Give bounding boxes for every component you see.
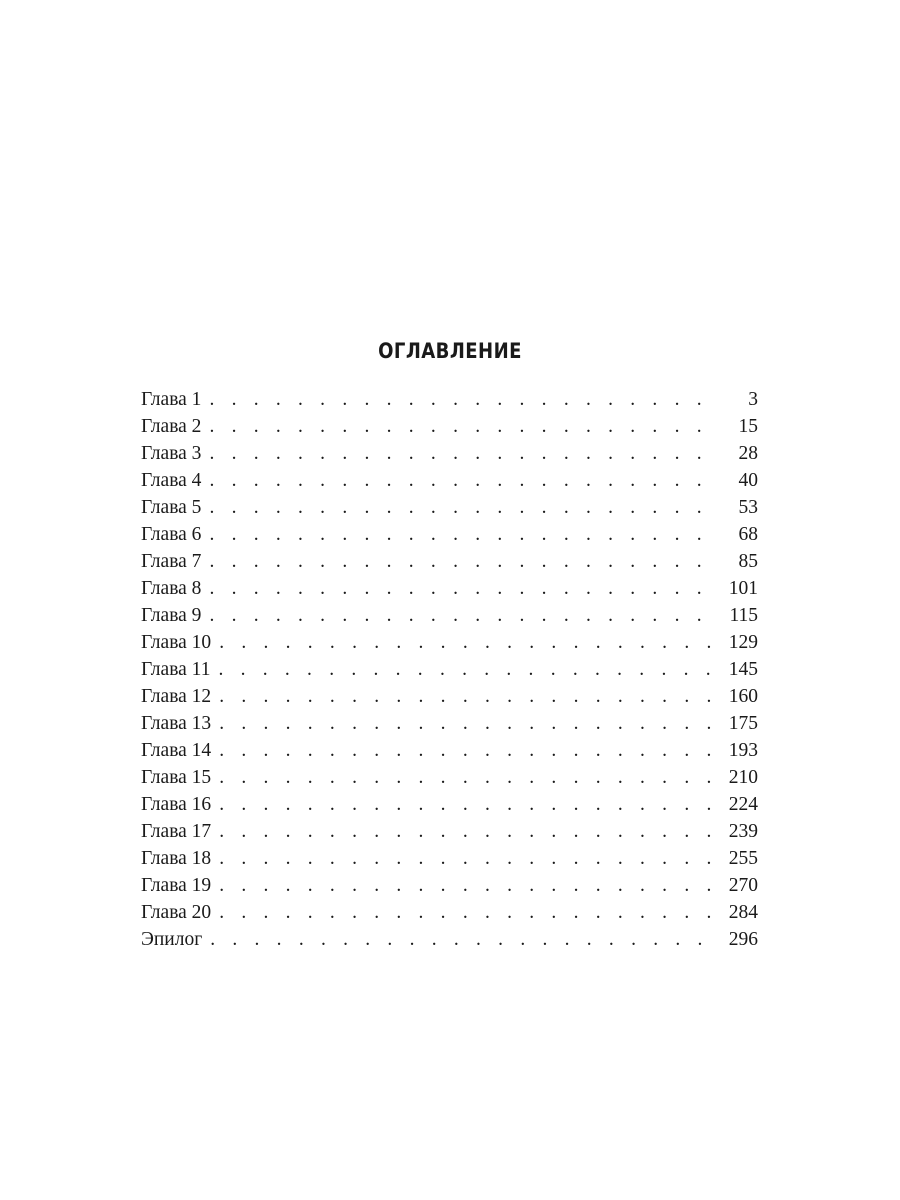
toc-entry[interactable] bbox=[141, 548, 758, 575]
toc-entry[interactable] bbox=[141, 683, 758, 710]
toc-dot-leader bbox=[209, 575, 716, 602]
toc-entry-label: Глава 19 bbox=[141, 875, 212, 896]
toc-entry[interactable] bbox=[141, 386, 758, 413]
toc-dot-leader bbox=[210, 926, 716, 953]
toc-dot-leader bbox=[209, 602, 716, 629]
toc-entry-label: Глава 18 bbox=[141, 848, 212, 869]
toc-entry-page: 53 bbox=[738, 497, 758, 518]
toc-entry-label: Глава 10 bbox=[141, 632, 212, 653]
toc-entry-page: 284 bbox=[728, 902, 758, 923]
toc-entry-label: Глава 9 bbox=[141, 605, 202, 626]
toc-entry[interactable] bbox=[141, 764, 758, 791]
toc-entry[interactable] bbox=[141, 521, 758, 548]
toc-dot-leader bbox=[219, 737, 716, 764]
toc-entry[interactable] bbox=[141, 710, 758, 737]
toc-entry-page: 255 bbox=[728, 848, 758, 869]
toc-dot-leader bbox=[219, 710, 716, 737]
toc-entry-page: 160 bbox=[728, 686, 758, 707]
toc-entry[interactable] bbox=[141, 602, 758, 629]
toc-entry-page: 129 bbox=[728, 632, 758, 653]
toc-entry[interactable] bbox=[141, 845, 758, 872]
toc-entry-page: 145 bbox=[728, 659, 758, 680]
toc-dot-leader bbox=[219, 845, 716, 872]
toc-entry-label: Глава 14 bbox=[141, 740, 212, 761]
toc-entry-page: 68 bbox=[738, 524, 758, 545]
toc-entry[interactable] bbox=[141, 656, 758, 683]
toc-entry-page: 15 bbox=[738, 416, 758, 437]
toc-entry[interactable] bbox=[141, 467, 758, 494]
toc-entry[interactable] bbox=[141, 494, 758, 521]
toc-entry[interactable] bbox=[141, 575, 758, 602]
toc-entry-label: Глава 17 bbox=[141, 821, 212, 842]
toc-entry-label: Эпилог bbox=[141, 929, 203, 950]
toc-entry[interactable] bbox=[141, 791, 758, 818]
toc-entry-label: Глава 16 bbox=[141, 794, 212, 815]
toc-list bbox=[141, 386, 758, 953]
toc-entry-label: Глава 6 bbox=[141, 524, 202, 545]
toc-entry-page: 270 bbox=[728, 875, 758, 896]
toc-entry-page: 40 bbox=[738, 470, 758, 491]
toc-entry[interactable] bbox=[141, 872, 758, 899]
toc-entry-epilogue[interactable] bbox=[141, 926, 758, 953]
toc-entry-page: 210 bbox=[728, 767, 758, 788]
toc-title: ОГЛАВЛЕНИЕ bbox=[378, 339, 522, 363]
toc-entry-label: Глава 1 bbox=[141, 389, 202, 410]
toc-entry-page: 296 bbox=[728, 929, 758, 950]
toc-entry[interactable] bbox=[141, 629, 758, 656]
toc-entry-label: Глава 7 bbox=[141, 551, 202, 572]
toc-entry-page: 193 bbox=[728, 740, 758, 761]
toc-entry-page: 239 bbox=[728, 821, 758, 842]
toc-entry-page: 28 bbox=[738, 443, 758, 464]
toc-entry-label: Глава 12 bbox=[141, 686, 212, 707]
toc-entry[interactable] bbox=[141, 413, 758, 440]
toc-dot-leader bbox=[219, 629, 716, 656]
toc-entry-page: 224 bbox=[728, 794, 758, 815]
toc-entry-label: Глава 4 bbox=[141, 470, 202, 491]
toc-dot-leader bbox=[209, 548, 716, 575]
toc-dot-leader bbox=[219, 899, 716, 926]
toc-entry-page: 101 bbox=[728, 578, 758, 599]
toc-dot-leader bbox=[209, 413, 716, 440]
toc-dot-leader bbox=[219, 791, 716, 818]
toc-entry-label: Глава 20 bbox=[141, 902, 212, 923]
toc-entry-page: 115 bbox=[729, 605, 758, 626]
toc-dot-leader bbox=[209, 494, 716, 521]
toc-entry-label: Глава 3 bbox=[141, 443, 202, 464]
toc-dot-leader bbox=[219, 764, 716, 791]
toc-dot-leader bbox=[209, 521, 716, 548]
toc-dot-leader bbox=[218, 656, 716, 683]
toc-entry-label: Глава 15 bbox=[141, 767, 212, 788]
toc-entry-label: Глава 11 bbox=[141, 659, 211, 680]
toc-dot-leader bbox=[209, 467, 716, 494]
toc-dot-leader bbox=[219, 683, 716, 710]
toc-dot-leader bbox=[219, 872, 716, 899]
toc-entry-label: Глава 8 bbox=[141, 578, 202, 599]
toc-entry-label: Глава 2 bbox=[141, 416, 202, 437]
toc-dot-leader bbox=[219, 818, 716, 845]
toc-entry[interactable] bbox=[141, 899, 758, 926]
toc-entry[interactable] bbox=[141, 440, 758, 467]
toc-entry-page: 85 bbox=[738, 551, 758, 572]
toc-entry[interactable] bbox=[141, 818, 758, 845]
toc-entry-page: 175 bbox=[728, 713, 758, 734]
toc-entry-page: 3 bbox=[748, 389, 758, 410]
toc-entry-label: Глава 13 bbox=[141, 713, 212, 734]
toc-entry-label: Глава 5 bbox=[141, 497, 202, 518]
toc-dot-leader bbox=[209, 440, 716, 467]
toc-entry[interactable] bbox=[141, 737, 758, 764]
toc-dot-leader bbox=[209, 386, 716, 413]
